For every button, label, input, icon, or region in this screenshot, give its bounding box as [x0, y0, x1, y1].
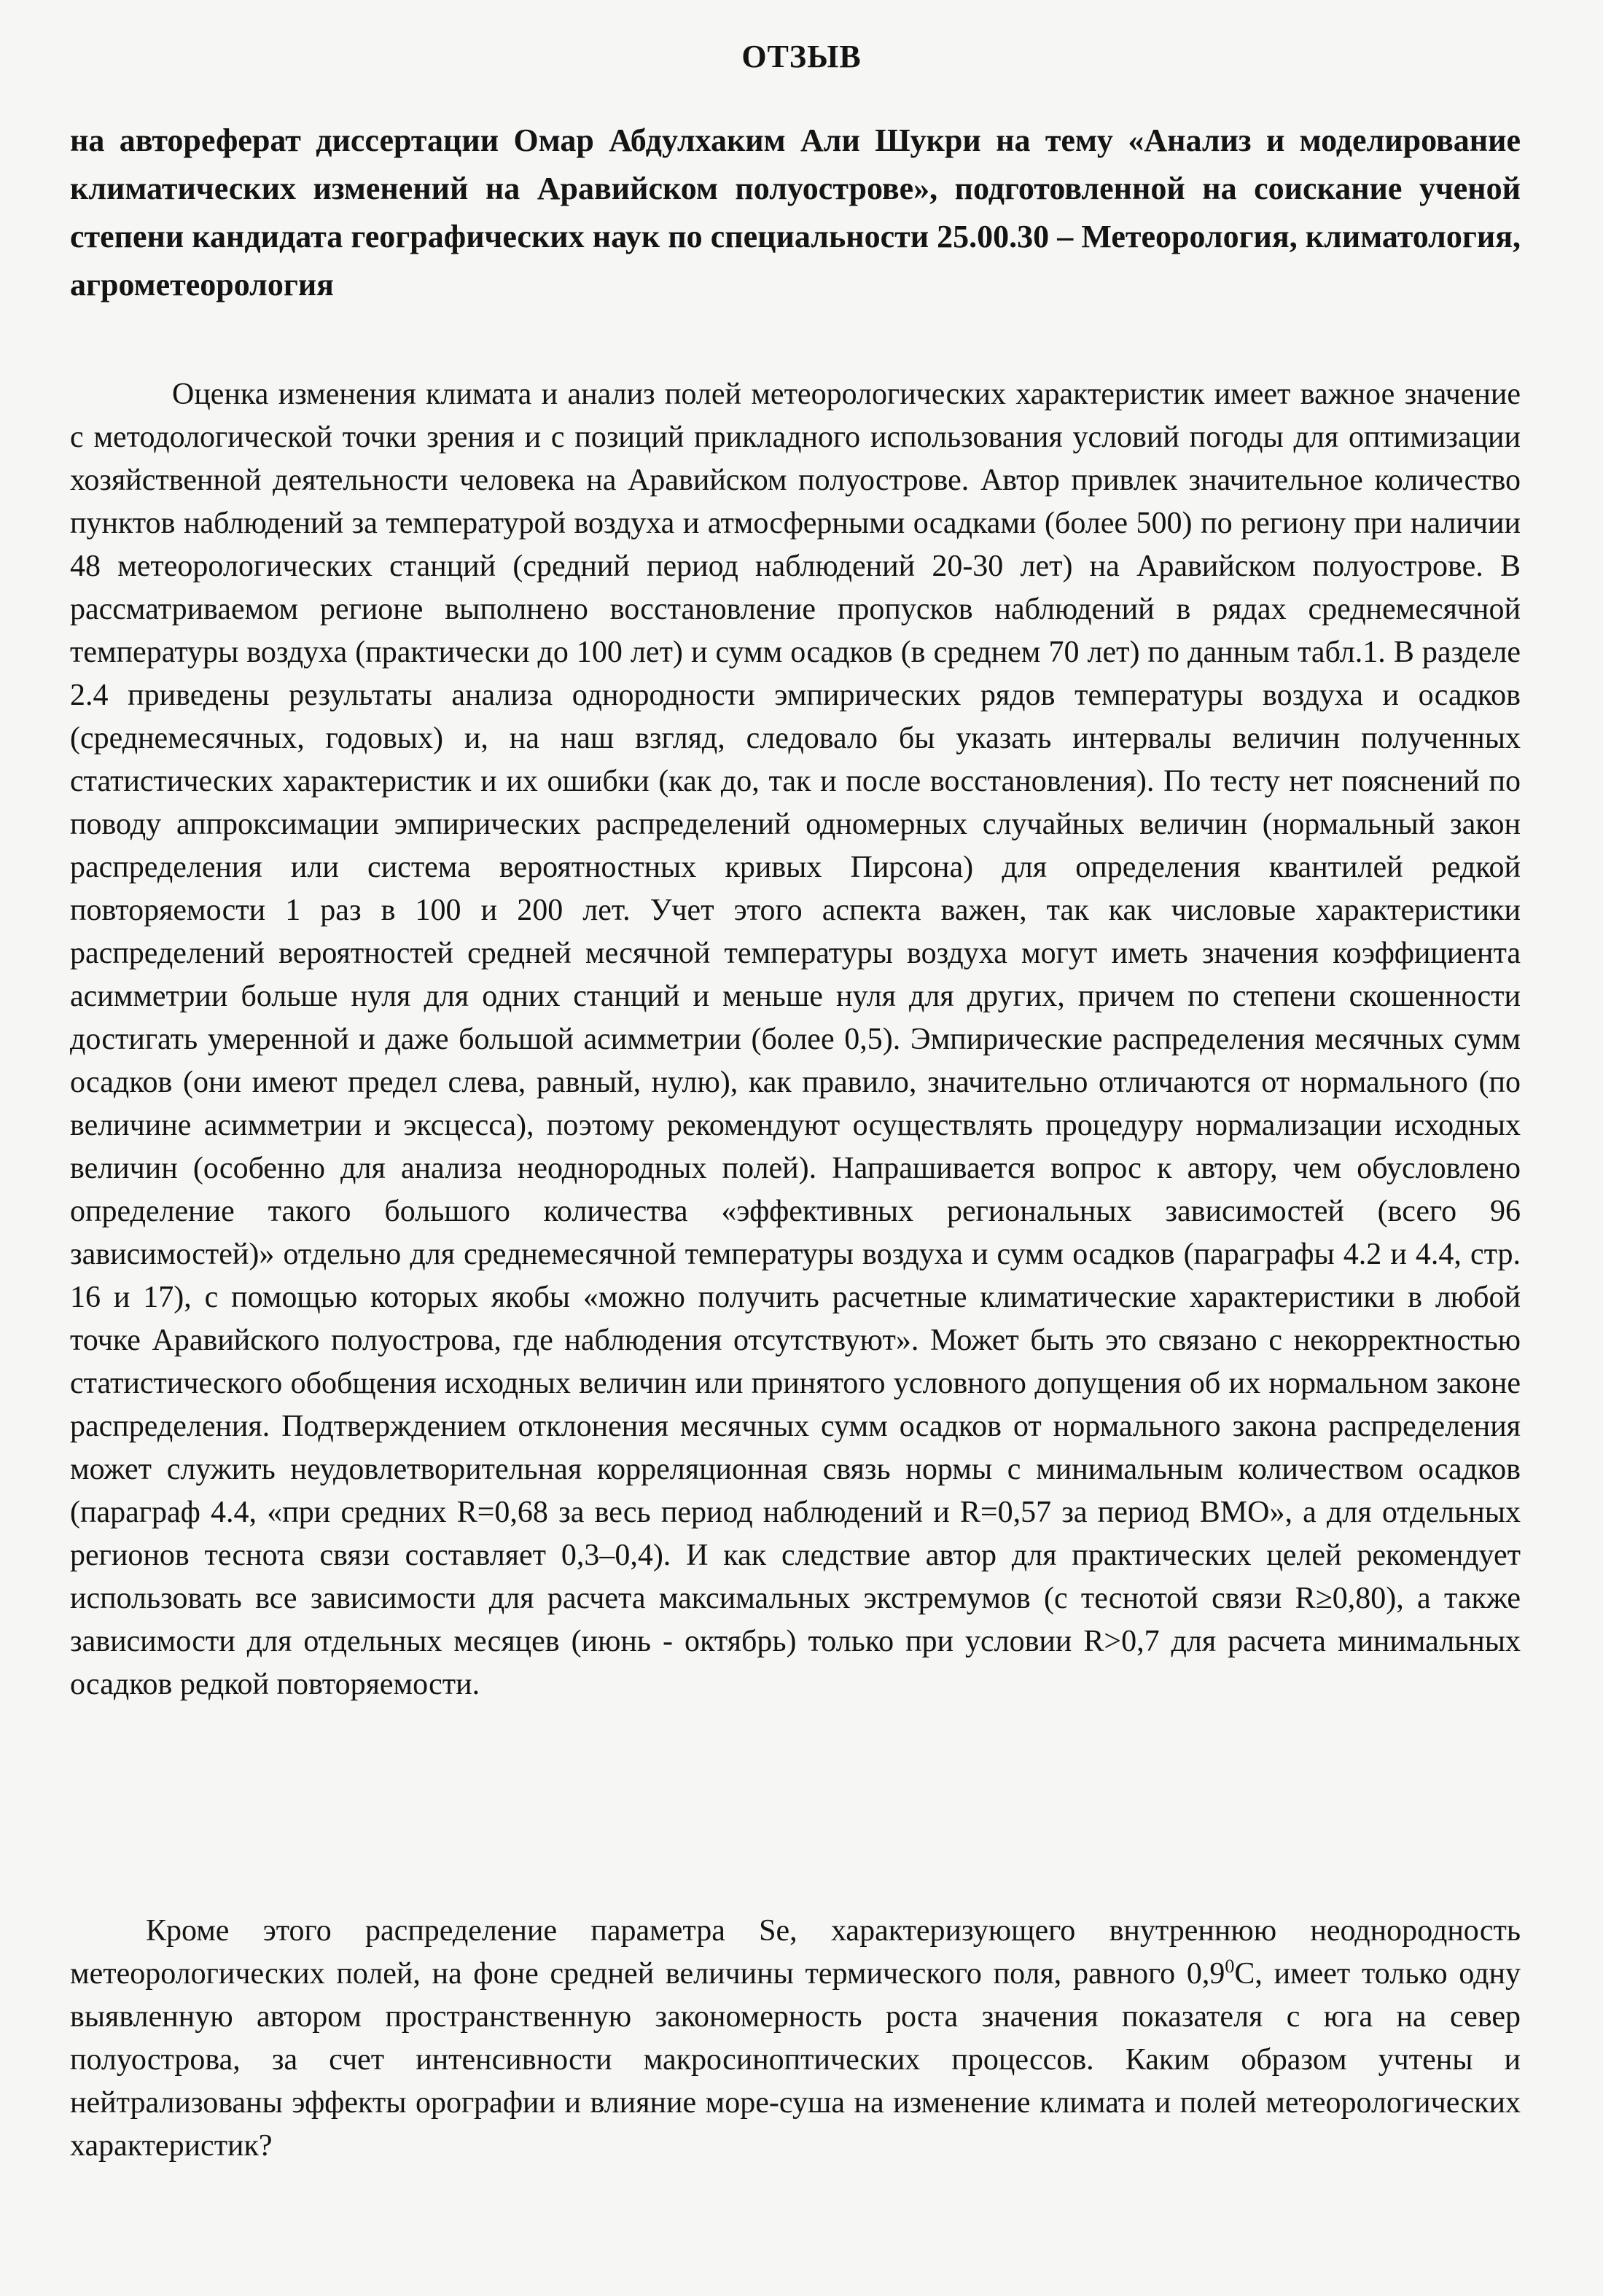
- paragraph-2: [70, 1910, 1521, 2168]
- paragraph-1: Оценка изменения климата и анализ полей метеорологических характеристик имеет важное значение с методологической точки зрения и с позиций прикладного использования условий погоды для оптимизации хозяйственной деятельности человека на Аравийском полуострове. Автор привлек значительное количество пунктов наблюдений за температурой воздуха и атмосферными осадками (более 500) по региону при наличии 48 метеорологических станций (средний период наблюдений 20-30 лет) на Аравийском полуострове. В рассматриваемом регионе выполнено восстановление пропусков наблюдений в рядах среднемесячной температуры воздуха (практически до 100 лет) и сумм осадков (в среднем 70 лет) по данным табл.1. В разделе 2.4 приведены результаты анализа однородности эмпирических рядов температуры воздуха и осадков (среднемесячных, годовых) и, на наш взгляд, следовало бы указать интервалы величин полученных статистических характеристик и их ошибки (как до, так и после восстановления). По тесту нет пояснений по поводу аппроксимации эмпирических распределений одномерных случайных величин (нормальный закон распределения или система вероятностных кривых Пирсона) для определения квантилей редкой повторяемости 1 раз в 100 и 200 лет. Учет этого аспекта важен, так как числовые характеристики распределений вероятностей средней месячной температуры воздуха могут иметь значения коэффициента асимметрии больше нуля для одних станций и меньше нуля для других, причем по степени скошенности достигать умеренной и даже большой асимметрии (более 0,5). Эмпирические распределения месячных сумм осадков (они имеют предел слева, равный, нулю), как правило, значительно отличаются от нормального (по величине асимметрии и эксцесса), поэтому рекомендуют осуществлять процедуру нормализации исходных величин (особенно для анализа неоднородных полей). Напрашивается вопрос к автору, чем обусловлено определение такого большого количества «эффективных региональных зависимостей (всего 96 зависимостей)» отдельно для среднемесячной температуры воздуха и сумм осадков (параграфы 4.2 и 4.4, стр. 16 и 17), с помощью которых якобы «можно получить расчетные климатические характеристики в любой точке Аравийского полуострова, где наблюдения отсутствуют». Может быть это связано с некорректностью статистического обобщения исходных величин или принятого условного допущения об их нормальном законе распределения. Подтверждением отклонения месячных сумм осадков от нормального закона распределения может служить неудовлетворительная корреляционная связь нормы с минимальным количеством осадков (параграф 4.4, «при средних R=0,68 за весь период наблюдений и R=0,57 за период ВМО», а для отдельных регионов теснота связи составляет 0,3–0,4). И как следствие автор для практических целей рекомендует использовать все зависимости для расчета максимальных экстремумов (с теснотой связи R≥0,80), а также зависимости для отдельных месяцев (июнь - октябрь) только при условии R>0,7 для расчета минимальных осадков редкой повторяемости.: [70, 378, 1521, 1701]
- paragraph-2-part-1: Кроме этого распределение параметра Se, характеризующего внутреннюю неоднородность метеорологических полей, на фоне средней величины термического поля, равного 0,9: [70, 1914, 1521, 1991]
- degree-superscript: 0: [1225, 1956, 1235, 1977]
- document-title: ОТЗЫВ: [741, 39, 862, 74]
- document-heading: на автореферат диссертации Омар Абдулхаким Али Шукри на тему «Анализ и моделирование климатических изменений на Аравийском полуострове», подготовленной на соискание ученой степени кандидата географических наук по специальности 25.00.30 – Метеорология, климатология, агрометеорология: [70, 122, 1521, 302]
- paragraph-2-part-2: С, имеет только одну выявленную автором пространственную закономерность роста значения показателя с юга на север полуострова, за счет интенсивности макросиноптических процессов. Каким образом учтены и нейтрализованы эффекты орографии и влияние море-суша на изменение климата и полей метеорологических характеристик?: [70, 1957, 1521, 2163]
